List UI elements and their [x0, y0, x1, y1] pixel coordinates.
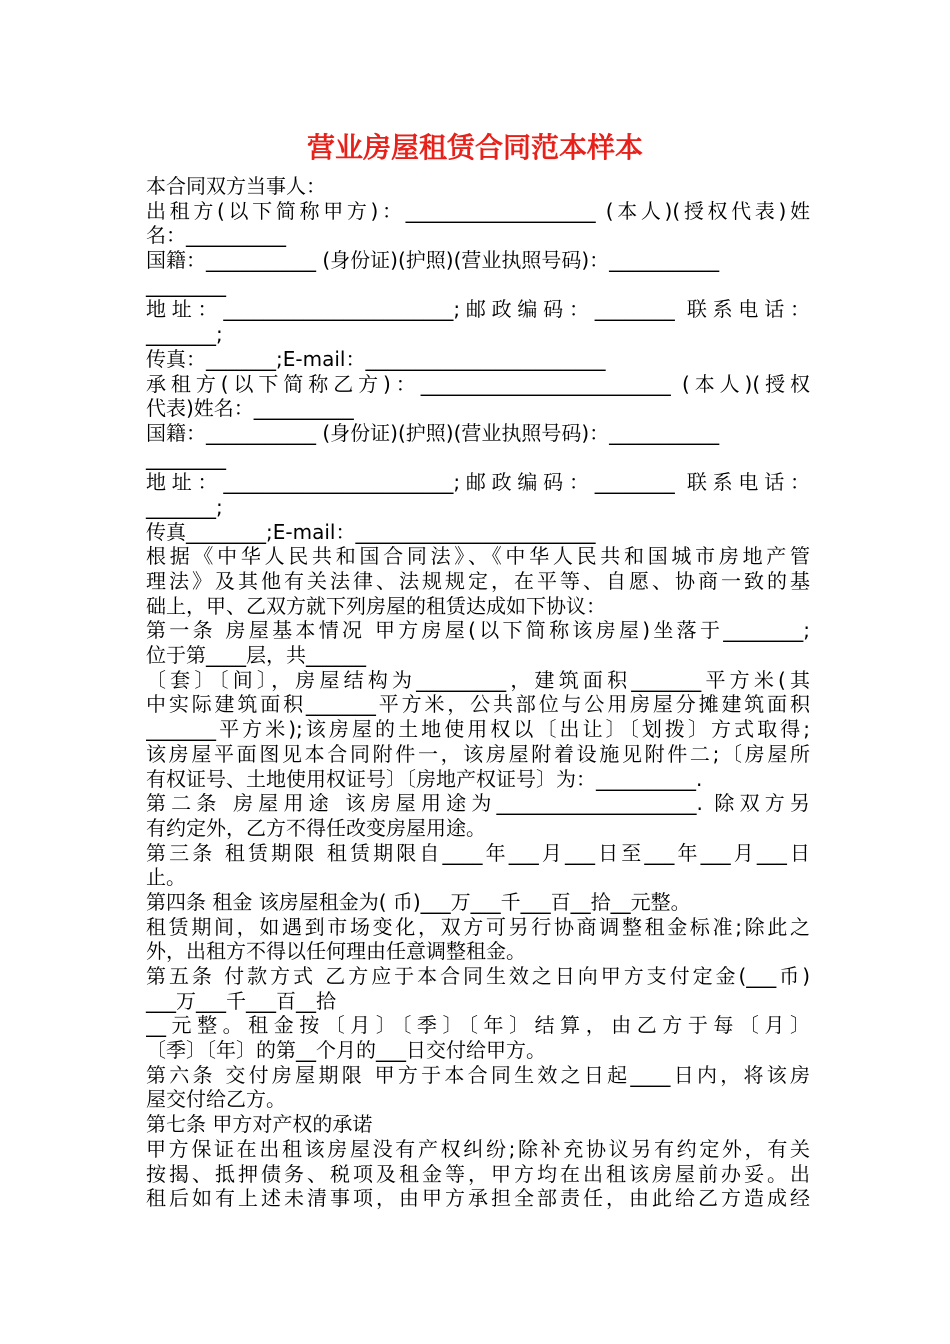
contract-line: 础上，甲、乙双方就下列房屋的租赁达成如下协议： [146, 593, 606, 618]
contract-line: 国籍：___________ (身份证)(护照)(营业执照号码)：___________ [146, 248, 720, 273]
contract-line: 第二条 房屋用途 该房屋用途为____________________. 除双方另 [146, 791, 810, 816]
contract-line: 地址：_______________________;邮政编码：________ 联系电话： [146, 297, 810, 322]
contract-line: 租后如有上述未清事项，由甲方承担全部责任，由此给乙方造成经 [146, 1186, 810, 1211]
contract-line: 位于第____层，共______ [146, 643, 366, 668]
contract-line: 地址：_______________________;邮政编码：________ 联系电话： [146, 470, 810, 495]
contract-line: 有约定外，乙方不得任改变房屋用途。 [146, 815, 486, 840]
document-title: 营业房屋租赁合同范本样本 [306, 131, 643, 164]
contract-line: 传真________;E-mail：________________________ [146, 519, 596, 544]
contract-line: 传真：_______;E-mail：________________________ [146, 346, 606, 371]
contract-line: _______; [146, 322, 223, 347]
contract-line: _______平方米);该房屋的土地使用权以〔出让〕〔划拨〕方式取得; [146, 717, 810, 742]
contract-line: 本合同双方当事人： [146, 174, 326, 198]
contract-line: 承租方(以下简称乙方)：_________________________ (本人)(授权 [146, 371, 810, 396]
contract-line: 有权证号、土地使用权证号〕〔房地产权证号〕为：__________. [146, 766, 703, 791]
contract-body [146, 174, 810, 1211]
contract-line: 屋交付给乙方。 [146, 1087, 286, 1112]
contract-line: 按揭、抵押债务、税项及租金等，甲方均在出租该房屋前办妥。出 [146, 1161, 810, 1186]
contract-line: 中实际建筑面积_______平方米，公共部位与公用房屋分摊建筑面积 [146, 692, 810, 717]
contract-line: 代表)姓名：__________ [146, 396, 354, 421]
contract-line: 第三条 租赁期限 租赁期限自____年___月___日至___年___月___日 [146, 840, 810, 865]
contract-line: 〔季〕〔年〕的第__个月的___日交付给甲方。 [146, 1038, 546, 1063]
contract-line: 理法》及其他有关法律、法规规定，在平等、自愿、协商一致的基 [146, 569, 810, 593]
contract-line: ___万___千___百__拾 [146, 988, 336, 1013]
contract-line: 甲方保证在出租该房屋没有产权纠纷;除补充协议另有约定外，有关 [146, 1136, 810, 1161]
contract-line: 第一条 房屋基本情况 甲方房屋(以下简称该房屋)坐落于________; [146, 618, 810, 643]
contract-line: 出租方(以下简称甲方)：___________________ (本人)(授权代表)姓 [146, 198, 810, 223]
contract-line: 该房屋平面图见本合同附件一，该房屋附着设施见附件二;〔房屋所 [146, 741, 810, 766]
contract-line: ________ [146, 272, 226, 297]
contract-line: 止。 [146, 865, 186, 890]
contract-line: 名：__________ [146, 223, 286, 248]
contract-line: 租赁期间，如遇到市场变化，双方可另行协商调整租金标准;除此之 [146, 914, 810, 939]
contract-line: 第四条 租金 该房屋租金为( 币)___万___千___百__拾__元整。 [146, 889, 691, 914]
contract-line: 国籍：___________ (身份证)(护照)(营业执照号码)：___________ [146, 420, 720, 445]
contract-line: ________ [146, 445, 226, 470]
contract-line: 根据《中华人民共和国合同法》、《中华人民共和国城市房地产管 [146, 544, 810, 569]
contract-line: 第五条 付款方式 乙方应于本合同生效之日向甲方支付定金(___币) [146, 964, 810, 988]
contract-line: 第六条 交付房屋期限 甲方于本合同生效之日起____日内，将该房 [146, 1062, 810, 1087]
contract-line: 第七条 甲方对产权的承诺 [146, 1112, 373, 1137]
contract-line: 〔套〕〔间〕，房屋结构为_________，建筑面积_______平方米(其 [146, 667, 810, 692]
contract-line: 外，出租方不得以任何理由任意调整租金。 [146, 939, 526, 964]
contract-line: __元整。租金按〔月〕〔季〕〔年〕结算，由乙方于每〔月〕 [146, 1013, 810, 1038]
contract-line: _______; [146, 494, 223, 519]
